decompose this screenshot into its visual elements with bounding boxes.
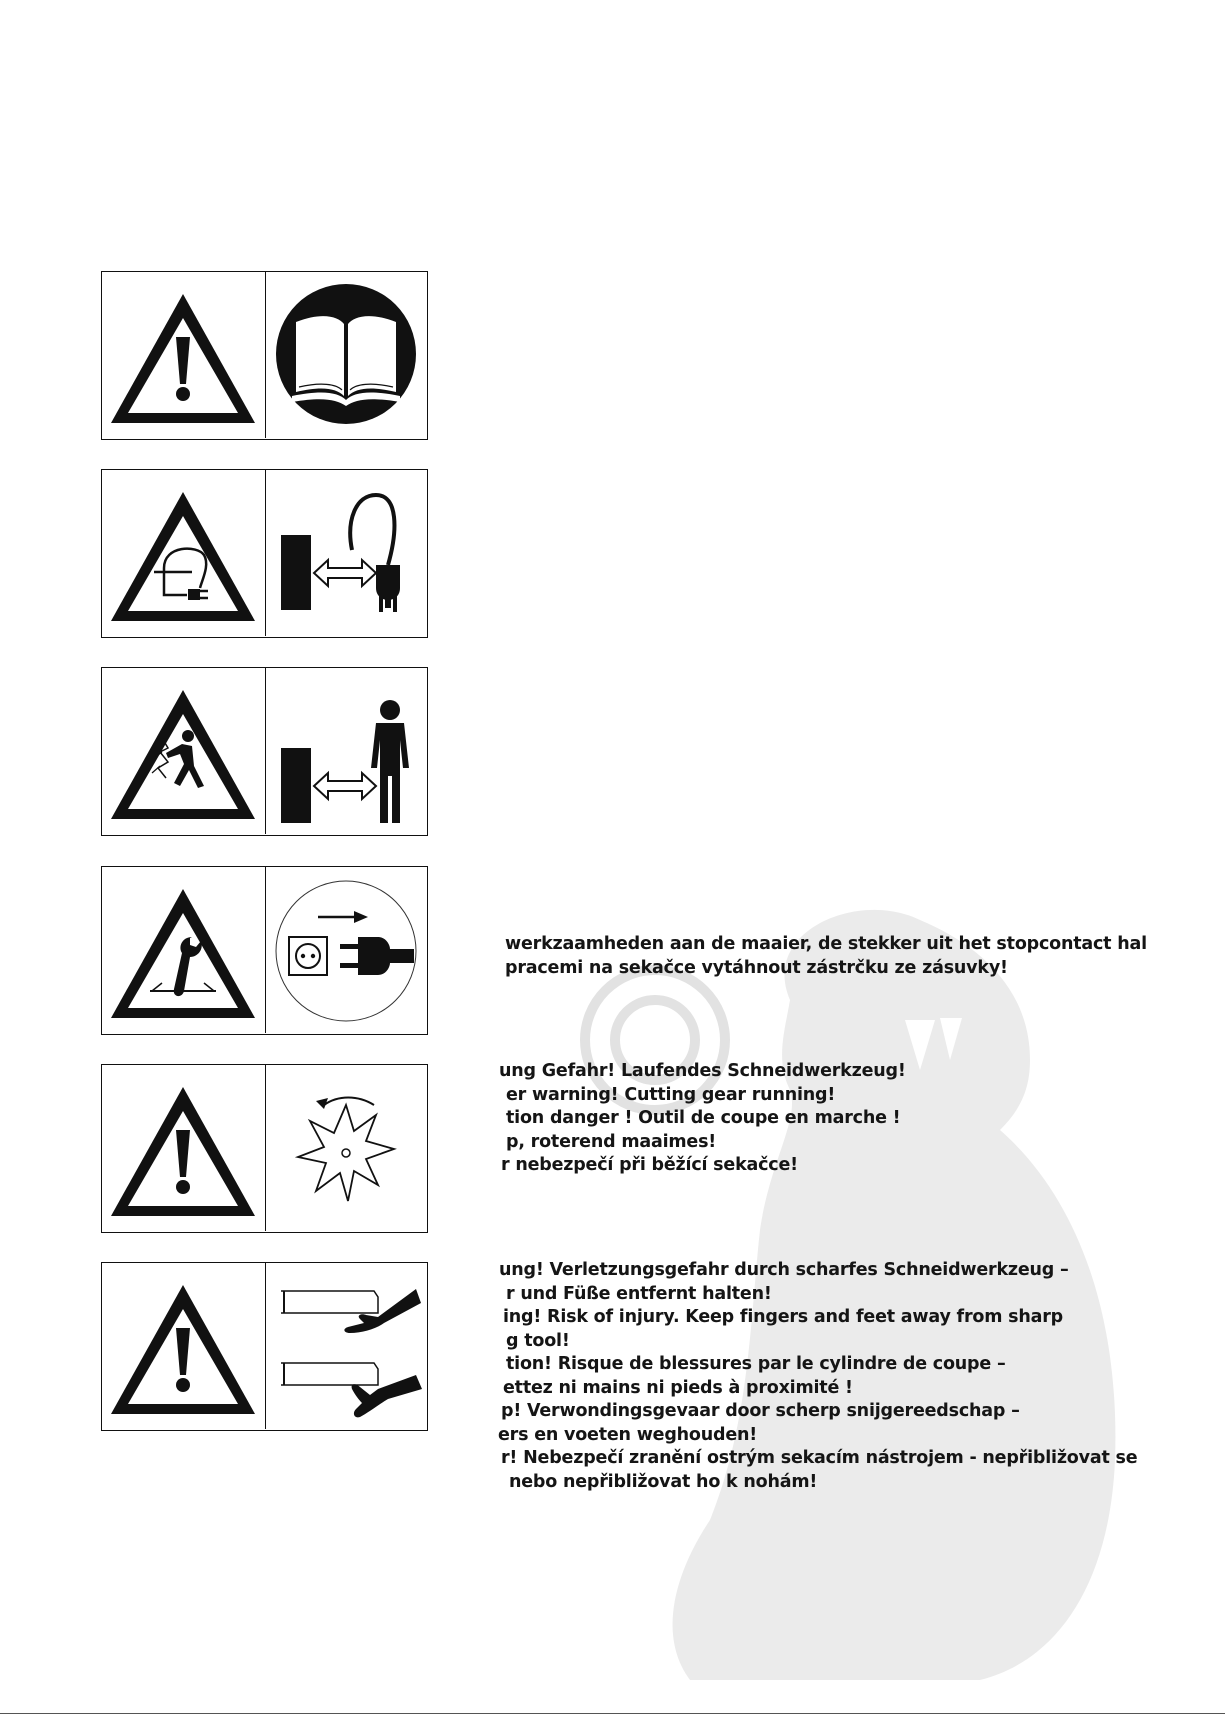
text-line: ing! Risk of injury. Keep fingers and feet away from sharp — [503, 1307, 1063, 1327]
warning-electric-shock-icon — [102, 668, 265, 834]
safety-sign-maintenance — [101, 866, 428, 1035]
text-line: r nebezpečí při běžící sekačce! — [501, 1155, 798, 1175]
keep-cable-away-icon — [265, 470, 427, 636]
keep-hands-feet-away-icon — [265, 1263, 427, 1429]
warning-exclamation-icon — [102, 272, 265, 438]
read-manual-book-icon — [265, 272, 427, 438]
page-bottom-rule — [0, 1713, 1225, 1714]
warning-cable-icon — [102, 470, 265, 636]
unplug-before-maintenance-icon — [265, 867, 427, 1033]
safety-sign-persons — [101, 667, 428, 836]
warning-maintenance-wrench-icon — [102, 867, 265, 1033]
text-line: pracemi na sekačce vytáhnout zástrčku ze zásuvky! — [505, 957, 1008, 978]
text-line: tion! Risque de blessures par le cylindre de coupe – — [506, 1354, 1006, 1374]
text-block-sharp-tool — [499, 1259, 1219, 1494]
text-line: tion danger ! Outil de coupe en marche ! — [506, 1108, 901, 1128]
text-line: ettez ni mains ni pieds à proximité ! — [503, 1377, 853, 1398]
text-line: ung! Verletzungsgefahr durch scharfes Schneidwerkzeug – — [499, 1260, 1069, 1280]
safety-sign-rotating-blade — [101, 1064, 428, 1233]
text-block-unplug — [499, 933, 1219, 980]
text-line: ung Gefahr! Laufendes Schneidwerkzeug! — [499, 1061, 906, 1081]
safety-sign-hands-feet — [101, 1262, 428, 1431]
text-line: p, roterend maaimes! — [506, 1131, 717, 1152]
safety-sign-cable — [101, 469, 428, 638]
text-line: ers en voeten weghouden! — [498, 1424, 758, 1445]
keep-persons-away-icon — [265, 668, 427, 834]
warning-exclamation-icon — [102, 1263, 265, 1429]
text-line: g tool! — [506, 1330, 570, 1351]
rotating-blade-icon — [265, 1065, 427, 1231]
text-line: p! Verwondingsgevaar door scherp snijgereedschap – — [501, 1401, 1020, 1421]
text-line: r! Nebezpečí zranění ostrým sekacím nástrojem - nepřibližovat se — [501, 1448, 1138, 1468]
safety-sign-read-manual — [101, 271, 428, 440]
text-line: er warning! Cutting gear running! — [506, 1084, 836, 1105]
text-line: nebo nepřibližovat ho k nohám! — [509, 1471, 818, 1492]
warning-exclamation-icon — [102, 1065, 265, 1231]
text-block-cutting-gear — [499, 1060, 1219, 1178]
text-line: werkzaamheden aan de maaier, de stekker uit het stopcontact hal — [505, 934, 1147, 954]
text-line: r und Füße entfernt halten! — [506, 1283, 772, 1304]
